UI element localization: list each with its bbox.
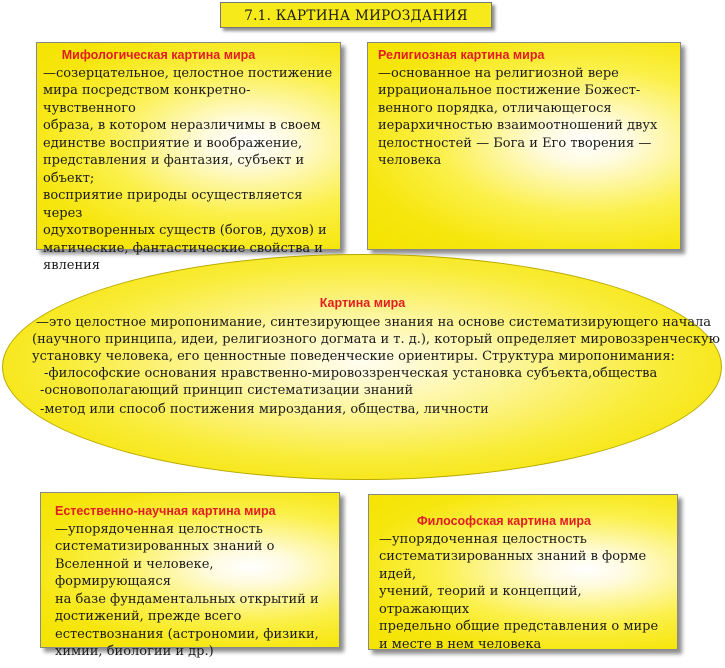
philosophical-worldview-box xyxy=(368,494,678,650)
mythological-text: —созерцательное, целостное постижение мира посредством конкретно-чувственного образа, в котором неразличимы в своем единстве восприятие и воображение, представления и фантазия, субъект и объект; восприятие природы осуществляется через одухотворенных существ (богов, духов) и магические, фантастические свойства и явления xyxy=(43,65,333,273)
mythological-heading: Мифологическая картина мира xyxy=(61,48,256,62)
scientific-text: —упорядоченная целостность систематизированных знаний о Вселенной и человеке, формирующаяся на базе фундаментальных открытий и достижений, прежде всего естествознания (астрономии, физики, химии, биологии и др.) xyxy=(55,521,319,659)
mythological-worldview-box xyxy=(36,42,341,273)
scientific-worldview-box xyxy=(40,492,340,659)
worldview-line: -основополагающий принцип систематизации знаний xyxy=(40,383,414,398)
philosophical-text: —упорядоченная целостность систематизированных знаний в форме идей, учений, теорий и концепций, отражающих предельно общие представления о мире и месте в нем человека xyxy=(379,531,659,652)
worldview-line: установку человека, его ценностные поведенческие ориентиры. Структура миропонимания: xyxy=(32,349,675,364)
religious-worldview-box xyxy=(367,42,681,250)
worldview-line: (научного принципа, идеи, религиозного догмата и т. д.), который определяет мировоззренческую xyxy=(32,332,720,347)
scientific-heading: Естественно-научная картина мира xyxy=(55,504,276,518)
philosophical-heading: Философская картина мира xyxy=(416,514,592,528)
page-title: 7.1. КАРТИНА МИРОЗДАНИЯ xyxy=(220,2,492,28)
religious-heading: Религиозная картина мира xyxy=(378,48,545,62)
worldview-line: -философские основания нравственно-мировоззренческая установка субъекта,общества xyxy=(44,366,658,381)
worldview-heading: Картина мира xyxy=(319,296,406,310)
worldview-line: —это целостное миропонимание, синтезирующее знания на основе систематизирующего начала xyxy=(36,315,712,330)
religious-text: —основанное на религиозной вере иррациональное постижение Божест- венного порядка, отличающегося иерархичностью взаимоотношений двух целостностей — Бога и Его творения — человека xyxy=(378,65,658,168)
worldview-line: -метод или способ постижения мироздания, общества, личности xyxy=(40,402,489,417)
